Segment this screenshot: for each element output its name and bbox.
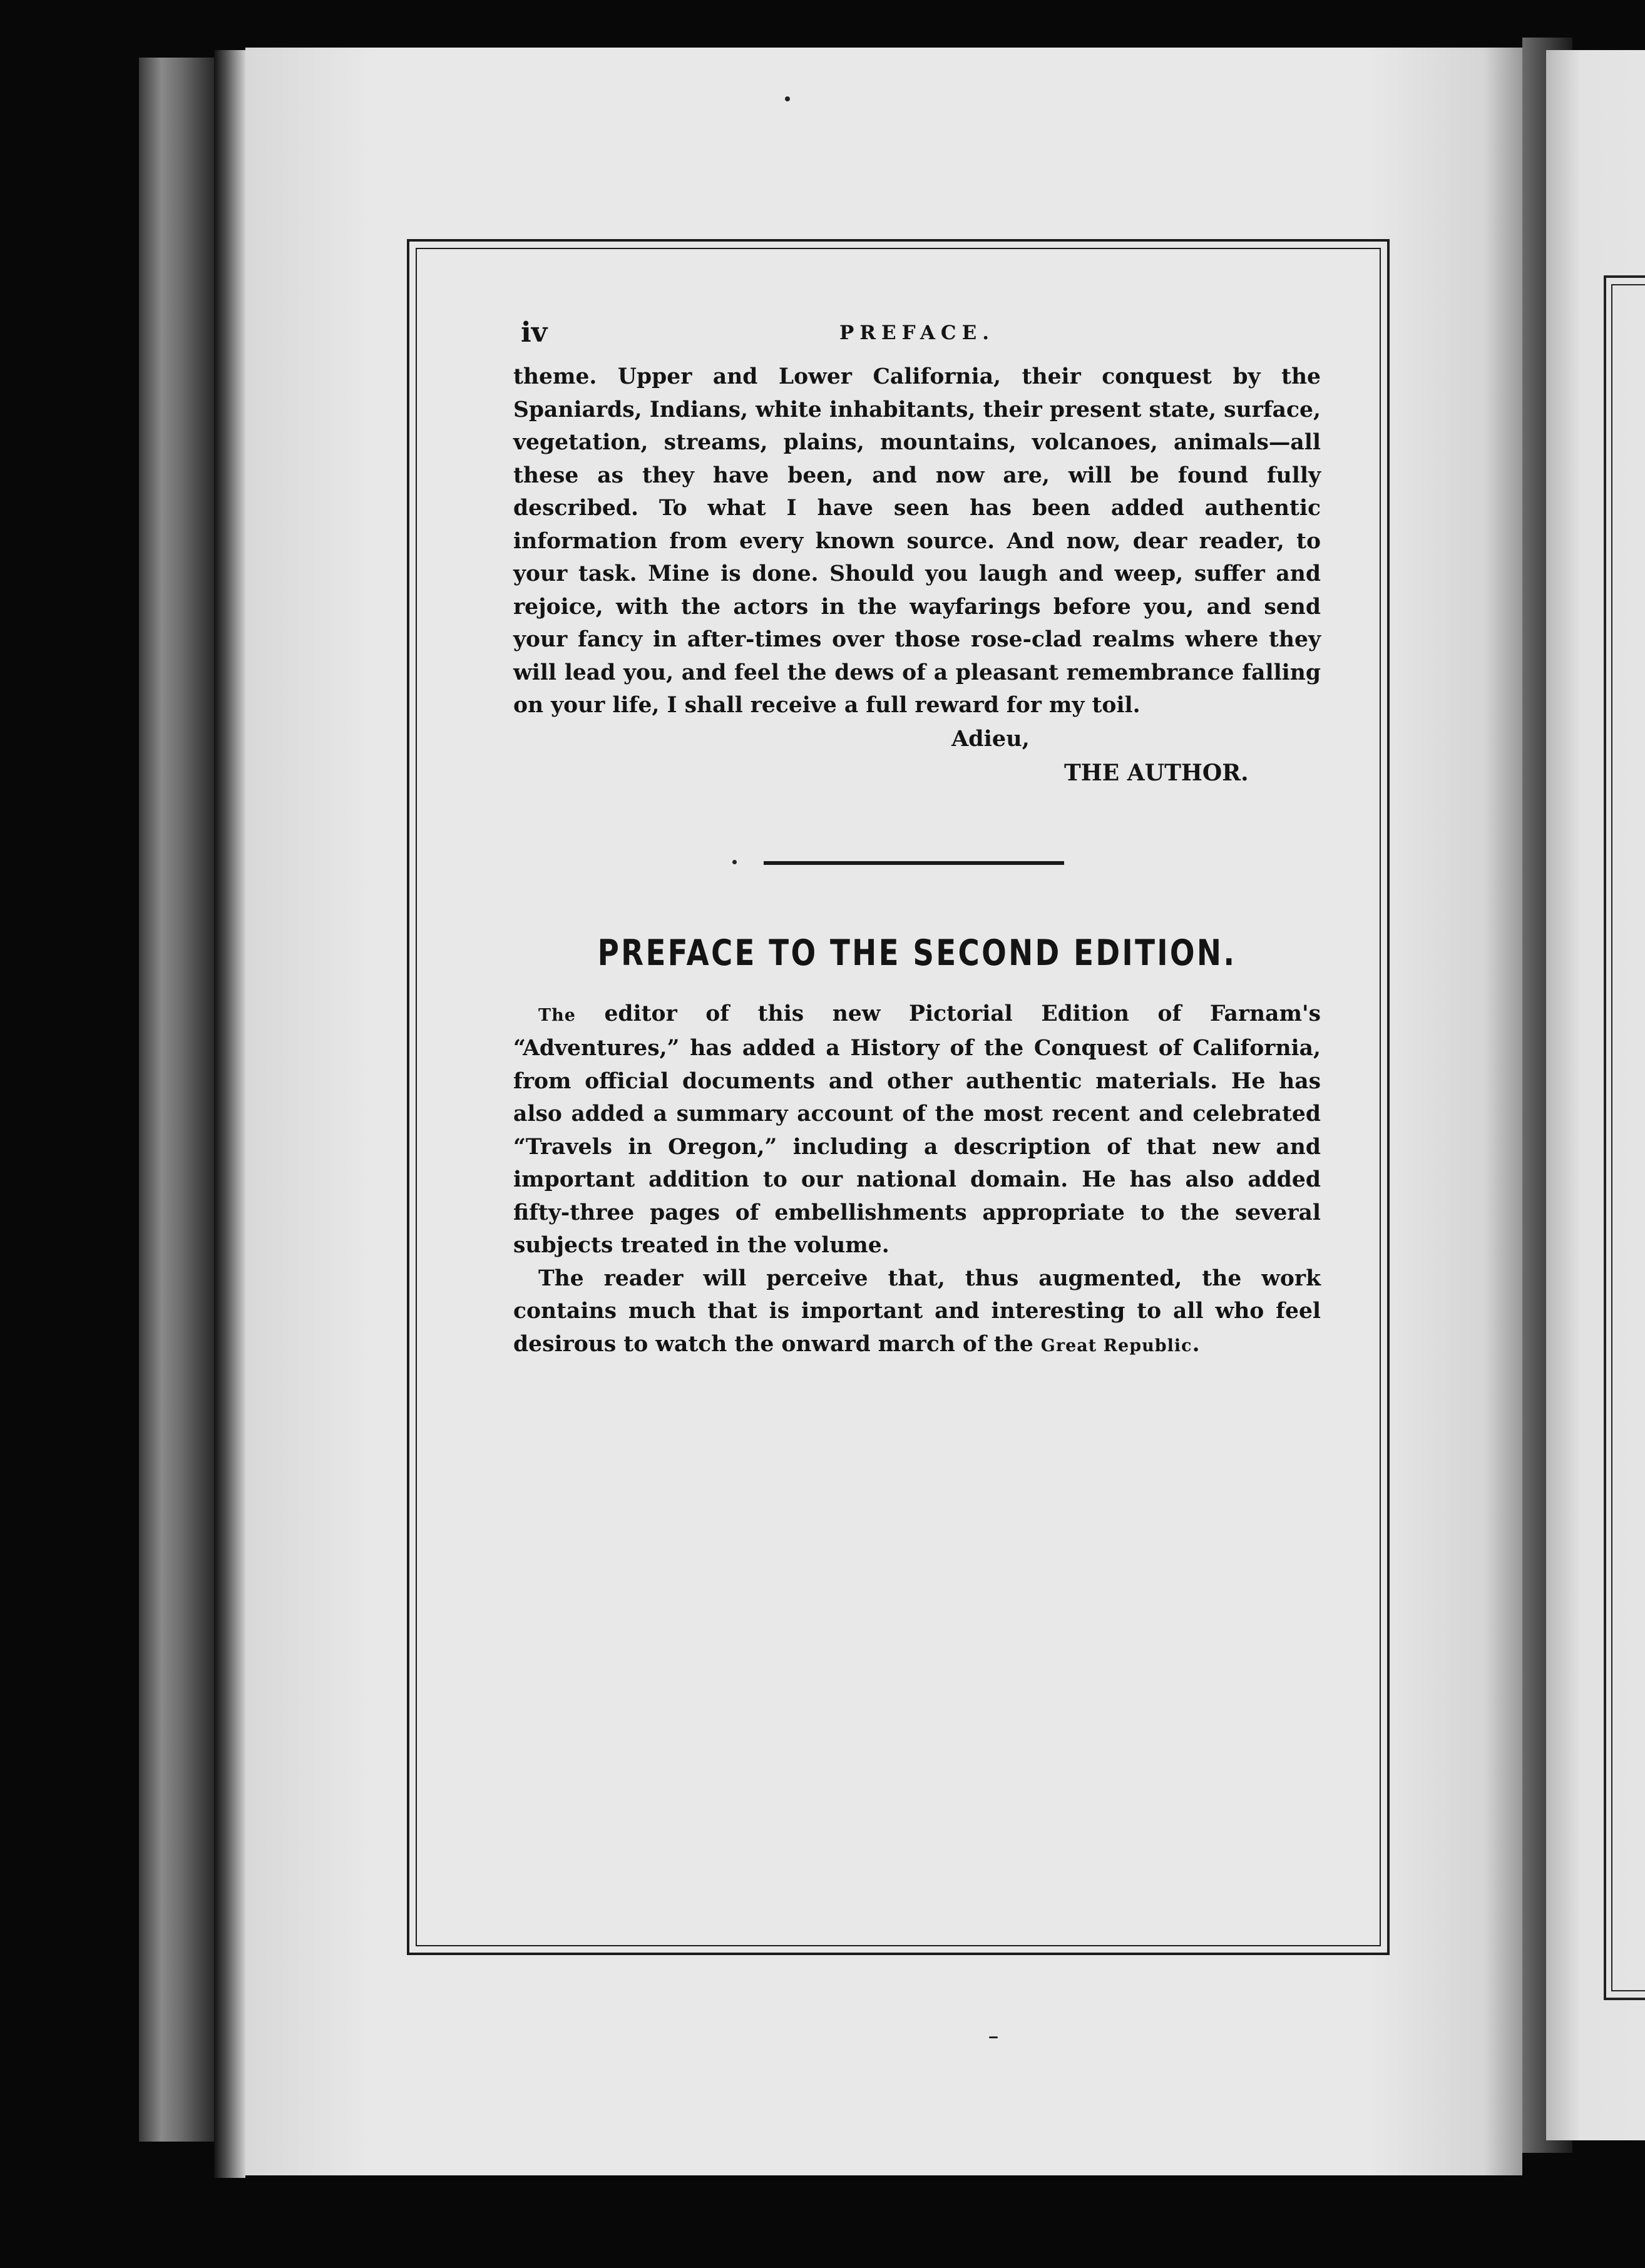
preface-paragraph: theme. Upper and Lower California, their conquest by the Spaniards, Indians, white inhabitants, their present state, surface, vegetation, streams, plains, mountains, volcanoes, animals—all these as they have been, and now are, will be found fully described. To what I have seen has been added authentic information from every known source. And now, dear reader, to your task. Mine is done. Should you laugh and weep, suffer and rejoice, with the actors in the wayfarings before you, and send your fancy in after-times over those rose-clad realms where they will lead you, and feel the dews of a pleasant remembrance falling on your life, I shall receive a full reward for my toil. <box>513 364 1321 718</box>
second-edition-title: PREFACE TO THE SECOND EDITION. <box>597 932 1237 974</box>
speck <box>989 2036 998 2038</box>
page-number: iv <box>521 317 548 349</box>
page-content <box>513 313 1321 1362</box>
section-divider <box>764 861 1064 865</box>
paragraph-text: The reader will perceive that, thus augmented, the work contains much that is important and interesting to all who feel desirous to watch the onward march of the <box>513 1265 1321 1357</box>
second-edition-paragraph-1 <box>513 998 1321 1262</box>
running-head <box>513 313 1321 350</box>
small-caps-lead: The <box>538 1005 576 1025</box>
paragraph-end: . <box>1192 1331 1200 1357</box>
facing-page <box>1546 50 1645 2140</box>
running-head-title: PREFACE. <box>839 322 995 344</box>
book-spine <box>139 58 214 2142</box>
paragraph-text: editor of this new Pictorial Edition of Farnam's “Adventures,” has added a History of the Conquest of California, from official documents and other authentic materials. He has also added a summary account of the most recent and celebrated “Travels in Oregon,” including a description of that new and important addition to our national domain. He has also added fifty-three pages of embellishments appropriate to the several subjects treated in the volume. <box>513 1001 1321 1258</box>
closing-salutation: Adieu, <box>951 725 1030 752</box>
speck <box>785 96 790 101</box>
page-edge-shadow <box>214 50 245 2178</box>
facing-page-frame-inner <box>1611 284 1645 1991</box>
author-signature: THE AUTHOR. <box>1064 759 1249 786</box>
small-caps-phrase: Great Republic <box>1040 1336 1192 1356</box>
second-edition-paragraph-2 <box>513 1262 1321 1363</box>
